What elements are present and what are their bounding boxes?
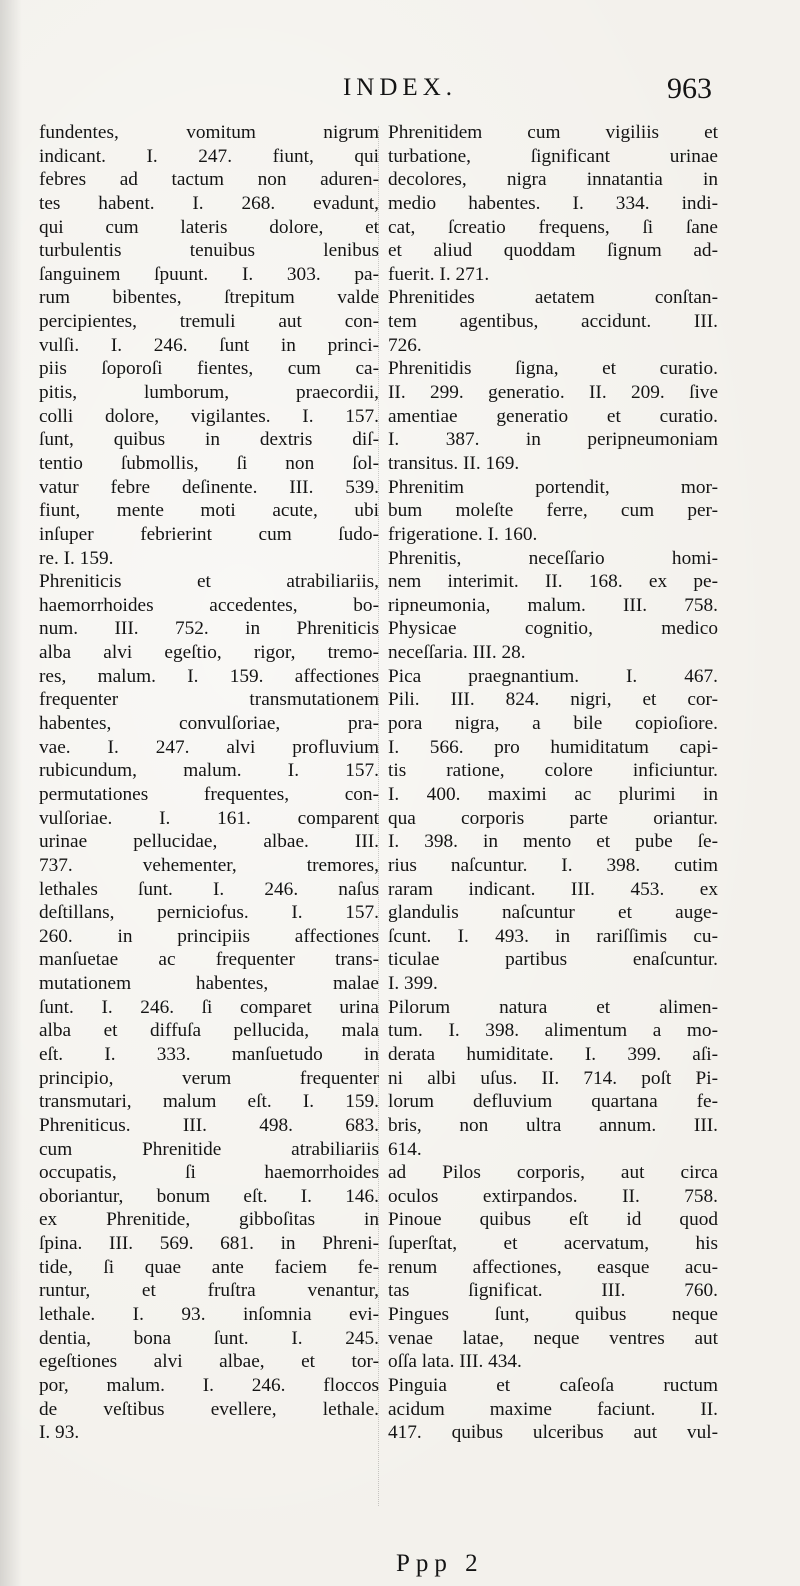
text-line: frigeratione. I. 160. (388, 523, 538, 545)
text-line: rum bibentes, ſtrepitum valde (39, 287, 379, 309)
text-line: bris, non ultra annum. III. (388, 1114, 718, 1136)
page-edge-shadow (0, 0, 22, 1586)
text-line: qui cum lateris dolore, et (39, 216, 379, 238)
text-line: rubicundum, malum. I. 157. (39, 760, 379, 782)
text-line: ex Phrenitide, gibboſitas in (39, 1209, 379, 1231)
text-line: Pilorum natura et alimen- (388, 996, 718, 1018)
text-line: qua corporis parte oriantur. (388, 807, 718, 829)
text-line: tas ſignificat. III. 760. (388, 1280, 718, 1302)
text-line: Pili. III. 824. nigri, et cor- (388, 689, 718, 711)
text-line: vulſi. I. 246. ſunt in princi- (39, 334, 379, 356)
text-line: Phrenitidis ſigna, et curatio. (388, 358, 718, 380)
text-line: eſt. I. 333. manſuetudo in (39, 1043, 379, 1065)
text-line: tentio ſubmollis, ſi non ſol- (39, 452, 379, 474)
text-line: occupatis, ſi haemorrhoides (39, 1162, 379, 1184)
text-line: habentes, convulſoriae, pra- (39, 713, 379, 735)
text-line: 260. in principiis affectiones (39, 925, 379, 947)
text-line: pitis, lumborum, praecordii, (39, 382, 379, 404)
text-line: num. III. 752. in Phreniticis (39, 618, 379, 640)
text-line: fuerit. I. 271. (388, 263, 490, 285)
text-line: fiunt, mente moti acute, ubi (39, 500, 379, 522)
text-line: principio, verum frequenter (39, 1067, 379, 1089)
text-line: Physicae cognitio, medico (388, 618, 718, 640)
text-line: Pica praegnantium. I. 467. (388, 665, 718, 687)
text-line: Phrenitides aetatem conſtan- (388, 287, 718, 309)
text-line: 737. vehementer, tremores, (39, 854, 379, 876)
text-line: fundentes, vomitum nigrum (39, 122, 379, 143)
text-line: rius naſcuntur. I. 398. cutim (388, 854, 718, 876)
text-line: tem agentibus, accidunt. III. (388, 311, 718, 333)
text-line: piis ſoporoſi fientes, cum ca- (39, 358, 379, 380)
text-line: 614. (388, 1138, 422, 1160)
text-line: frequenter transmutationem (39, 689, 379, 711)
text-line: de veſtibus evellere, lethale. (39, 1398, 379, 1420)
text-line: lethales ſunt. I. 246. naſus (39, 878, 379, 900)
text-line: Phreniticus. III. 498. 683. (39, 1114, 379, 1136)
text-line: por, malum. I. 246. floccos (39, 1374, 379, 1396)
text-line: ſunt. I. 246. ſi comparet urina (39, 996, 379, 1018)
text-line: medio habentes. I. 334. indi- (388, 192, 718, 214)
text-line: I. 399. (388, 973, 438, 995)
text-line: percipientes, tremuli aut con- (39, 311, 379, 333)
text-line: oculos extirpandos. II. 758. (388, 1185, 718, 1207)
text-line: 726. (388, 334, 422, 356)
text-line: I. 398. in mento et pube ſe- (388, 831, 718, 853)
text-line: oſſa lata. III. 434. (388, 1351, 522, 1373)
text-line: haemorrhoides accedentes, bo- (39, 594, 379, 616)
text-line: indicant. I. 247. fiunt, qui (39, 145, 379, 167)
text-line: res, malum. I. 159. affectiones (39, 665, 379, 687)
text-line: runtur, et fruſtra venantur, (39, 1280, 379, 1302)
text-line: egeſtiones alvi albae, et tor- (39, 1351, 379, 1373)
text-line: ſunt, quibus in dextris diſ- (39, 429, 379, 451)
page-number: 963 (667, 72, 712, 105)
text-line: cat, ſcreatio frequens, ſi ſane (388, 216, 718, 238)
text-line: Phreniticis et atrabiliariis, (39, 571, 379, 593)
text-line: venae latae, neque ventres aut (388, 1327, 718, 1349)
text-line: febres ad tactum non aduren- (39, 169, 379, 191)
text-line: bum moleſte ferre, cum per- (388, 500, 718, 522)
text-line: ad Pilos corporis, aut circa (388, 1162, 718, 1184)
text-line: renum affectiones, easque acu- (388, 1256, 718, 1278)
text-line: derata humiditate. I. 399. aſi- (388, 1043, 718, 1065)
text-line: ni albi uſus. II. 714. poſt Pi- (388, 1067, 718, 1089)
text-line: Pinoue quibus eſt id quod (388, 1209, 718, 1231)
right-column (388, 121, 718, 1445)
text-line: tum. I. 398. alimentum a mo- (388, 1020, 718, 1042)
text-line: ſanguinem ſpuunt. I. 303. pa- (39, 263, 379, 285)
text-line: pora nigra, a bile copioſiore. (388, 713, 718, 735)
text-line: colli dolore, vigilantes. I. 157. (39, 405, 379, 427)
text-line: decolores, nigra innatantia in (388, 169, 718, 191)
text-line: nem interimit. II. 168. ex pe- (388, 571, 718, 593)
running-header: INDEX. (342, 74, 457, 101)
text-line: alba alvi egeſtio, rigor, tremo- (39, 642, 379, 664)
text-line: mutationem habentes, malae (39, 973, 379, 995)
text-line: amentiae generatio et curatio. (388, 405, 718, 427)
text-line: oboriantur, bonum eſt. I. 146. (39, 1185, 379, 1207)
text-line: Pingues ſunt, quibus neque (388, 1304, 718, 1326)
text-line: Phrenitim portendit, mor- (388, 476, 718, 498)
text-line: vatur febre deſinente. III. 539. (39, 476, 379, 498)
text-line: II. 299. generatio. II. 209. ſive (388, 382, 718, 404)
signature-mark: Ppp 2 (396, 1550, 484, 1577)
text-line: cum Phrenitide atrabiliariis (39, 1138, 379, 1160)
text-line: vulſoriae. I. 161. comparent (39, 807, 379, 829)
text-line: I. 387. in peripneumoniam (388, 429, 718, 451)
text-line: ticulae partibus enaſcuntur. (388, 949, 718, 971)
text-line: neceſſaria. III. 28. (388, 642, 526, 664)
text-line: 417. quibus ulceribus aut vul- (388, 1422, 718, 1444)
text-line: raram indicant. III. 453. ex (388, 878, 718, 900)
text-line: transitus. II. 169. (388, 452, 520, 474)
text-line: dentia, bona ſunt. I. 245. (39, 1327, 379, 1349)
text-line: re. I. 159. (39, 547, 114, 569)
text-line: manſuetae ac frequenter trans- (39, 949, 379, 971)
text-line: ſuperſtat, et acervatum, his (388, 1233, 718, 1255)
text-line: et aliud quoddam ſignum ad- (388, 240, 718, 262)
text-line: transmutari, malum eſt. I. 159. (39, 1091, 379, 1113)
text-line: glandulis naſcuntur et auge- (388, 902, 718, 924)
text-line: ſpina. III. 569. 681. in Phreni- (39, 1233, 379, 1255)
text-line: alba et diffuſa pellucida, mala (39, 1020, 379, 1042)
text-line: Phrenitidem cum vigiliis et (388, 122, 718, 143)
text-line: tide, ſi quae ante faciem fe- (39, 1256, 379, 1278)
text-line: turbulentis tenuibus lenibus (39, 240, 379, 262)
text-line: inſuper febrierint cum ſudo- (39, 523, 379, 545)
text-line: acidum maxime faciunt. II. (388, 1398, 718, 1420)
text-line: Phrenitis, neceſſario homi- (388, 547, 718, 569)
text-line: I. 400. maximi ac plurimi in (388, 783, 718, 805)
text-line: ſcunt. I. 493. in rariſſimis cu- (388, 925, 718, 947)
left-column (39, 121, 379, 1445)
text-line: tes habent. I. 268. evadunt, (39, 192, 379, 214)
text-line: deſtillans, perniciofus. I. 157. (39, 902, 379, 924)
text-line: tis ratione, colore inficiuntur. (388, 760, 718, 782)
text-line: lorum defluvium quartana fe- (388, 1091, 718, 1113)
text-line: I. 566. pro humiditatum capi- (388, 736, 718, 758)
text-line: Pinguia et caſeoſa ructum (388, 1374, 718, 1396)
text-line: ripneumonia, malum. III. 758. (388, 594, 718, 616)
text-line: I. 93. (39, 1422, 80, 1444)
text-line: urinae pellucidae, albae. III. (39, 831, 379, 853)
text-line: lethale. I. 93. inſomnia evi- (39, 1304, 379, 1326)
text-line: permutationes frequentes, con- (39, 783, 379, 805)
text-line: vae. I. 247. alvi profluvium (39, 736, 379, 758)
text-line: turbatione, ſignificant urinae (388, 145, 718, 167)
